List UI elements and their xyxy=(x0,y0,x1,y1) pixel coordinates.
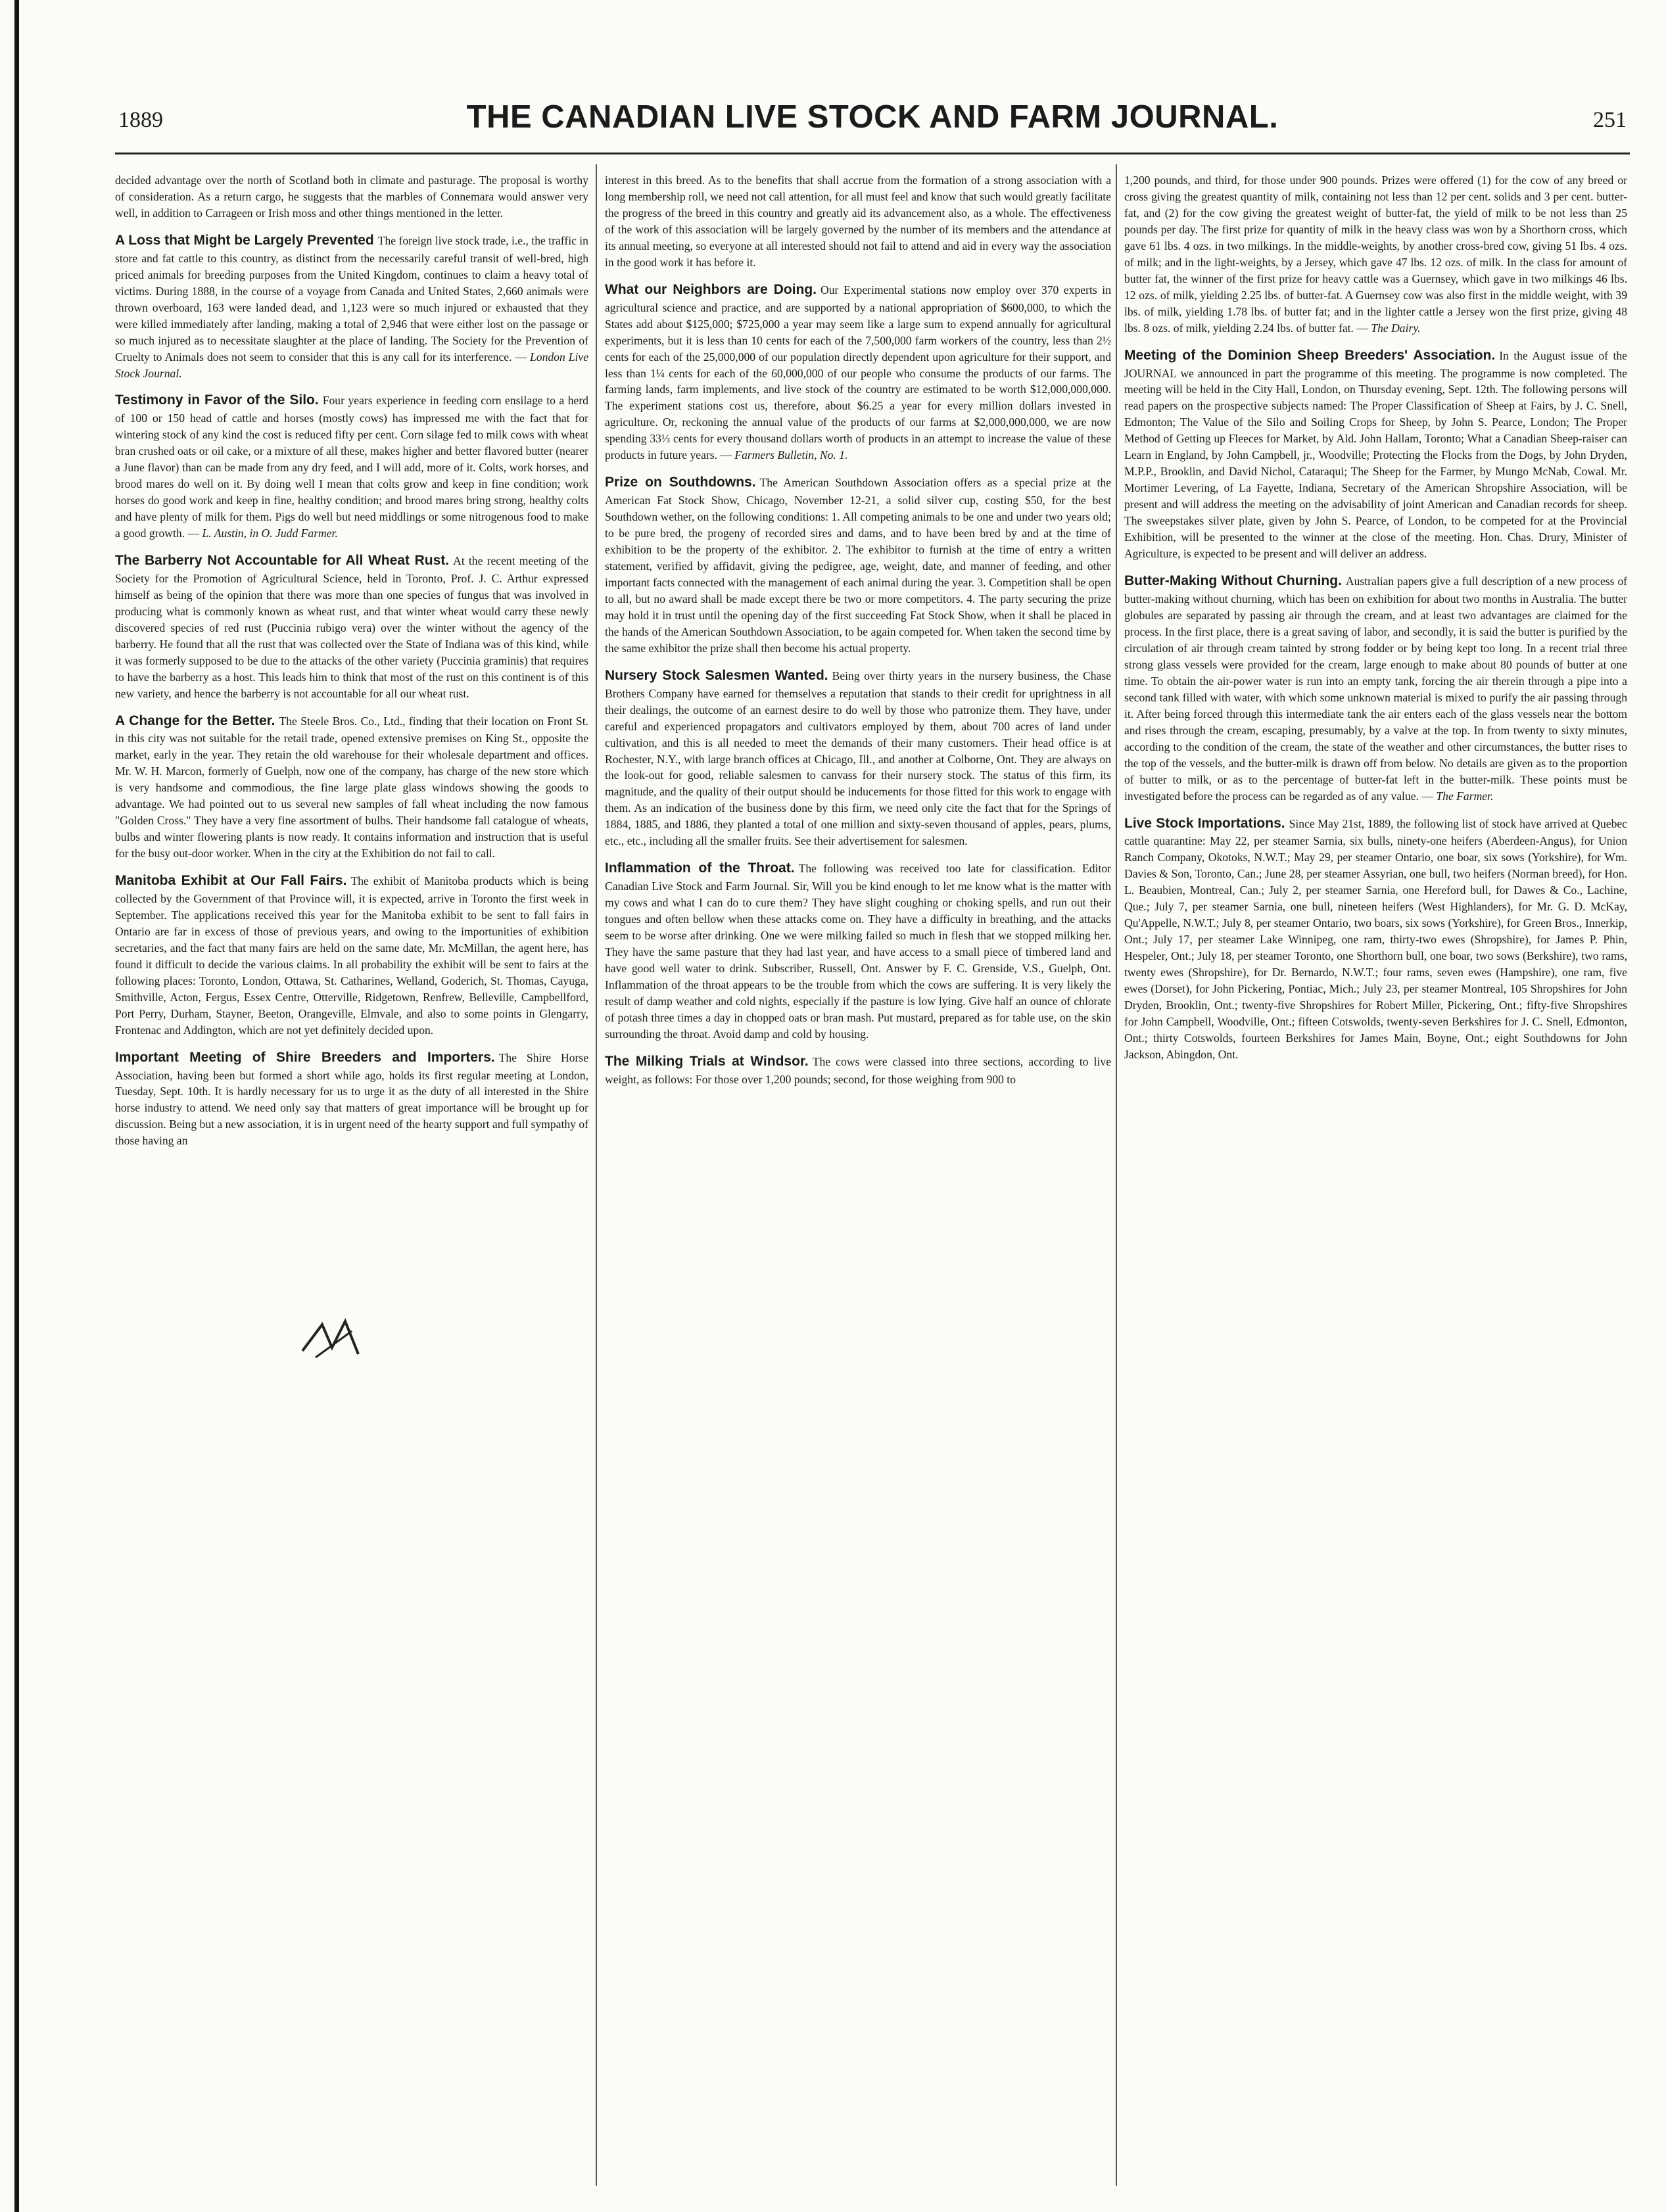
column-1 xyxy=(115,172,588,2186)
article-body: The following was received too late for classification. Editor Canadian Live Stock and Farm Journal. Sir, Will you be kind enough to let me know what is the matter with my cows and what I can do to cure them? They have slight coughing or choking spells, and run out their tongues and often bellow when these attacks come on. They have a difficulty in breathing, and the attacks seem to be worse after drinking. One we were milking failed so much in flesh that we stopped milking her. They have the same pasture that they had last year, and have access to a small piece of timbered land and have good well water to drink. Subscriber, Russell, Ont. Answer by F. C. Grenside, V.S., Guelph, Ont. Inflammation of the throat appears to be the trouble from which the cows are suffering. It is very likely the result of damp weather and cold nights, especially if the pasture is low lying. Give half an ounce of chlorate of potash three times a day in chopped oats or bran mash. Put mustard, prepared as for table use, on the skin surrounding the throat. Avoid damp and cold by housing. xyxy=(605,862,1111,1041)
article xyxy=(115,1048,588,1150)
article-source: The Farmer. xyxy=(1436,789,1494,803)
page-number: 251 xyxy=(1593,108,1627,132)
journal-title: THE CANADIAN LIVE STOCK AND FARM JOURNAL. xyxy=(466,99,1279,135)
article xyxy=(115,871,588,1039)
article xyxy=(115,711,588,862)
article-paragraph xyxy=(605,172,1111,271)
article xyxy=(1124,571,1627,804)
article-body: Since May 21st, 1889, the following list of stock have arrived at Quebec cattle quarantine: May 22, per steamer Sarnia, six bulls, ninety-one heifers (Aberdeen-Angus), for Union Ranch Company, Okotoks, N.W.T.; May 29, per steamer Ontario, one boar, six sows (Yorkshire), for Wm. Davies & Son, Toronto, Can.; June 28, per steamer Assyrian, one bull, two heifers (Norman breed), for Hon. L. Beaubien, Montreal, Can.; July 2, per steamer Sarnia, one Hereford bull, for Dawes & Co., Lachine, Que.; July 7, per steamer Sarnia, one bull, nineteen heifers (West Highlanders), for Mr. G. D. McKay, Qu'Appelle, N.W.T.; July 8, per steamer Ontario, two boars, six sows (Yorkshire), for Green Bros., Innerkip, Ont.; July 17, per steamer Lake Winnipeg, one ram, thirty-two ewes (Shropshire), for James P. Phin, Hespeler, Ont.; July 18, per steamer Toronto, one Shorthorn bull, one boar, two sows (Berkshire), two rams, twenty ewes (Shropshire), for Dr. Bernardo, N.W.T.; four rams, seven ewes (Hampshire), one ram, five ewes (Dorset), for John Pickering, Pontiac, Mich.; July 23, per steamer Montreal, 105 Shropshires for John Dryden, Brooklin, Ont.; twenty-five Shropshires for Robert Miller, Pickering, Ont.; fifty-five Shropshires for John Campbell, Woodville, Ont.; fifteen Cotswolds, twenty-seven Berkshires for J. C. Snell, Edmonton, Ont.; thirty Cotswolds, fourteen Berkshires for James Main, Boyne, Ont.; eight Southdowns for John Jackson, Abingdon, Ont. xyxy=(1124,816,1627,1061)
article-headline: Meeting of the Dominion Sheep Breeders' Association. xyxy=(1124,347,1496,363)
article-paragraph: Butter-Making Without Churning. Australian papers give a full description of a new process of butter-making without churning, which has been on exhibition for about two months in Australia. The butter globules are separated by passing air through the cream, and at least two advantages are claimed for the process. In the first place, there is a great saving of labor, and secondly, it is said the butter is purified by the circulation of air through cream tainted by strong fodder or by being kept too long. In a recent trial three strong glass vessels were provided for the cream, large enough to make about 80 pounds of butter at one time. To obtain the air-power water is run into an empty tank, forcing the air therein through a pipe into a second tank filled with water, with which some unknown material is mixed to purify the air passing through it. After being forced through this intermediate tank the air enters each of the glass vessels near the bottom and rises through the cream, escaping, presumably, by a valve at the top. In from twenty to sixty minutes, according to the condition of the cream, the state of the weather and other circumstances, the butter rises to the top of the vessels, and the butter-milk is drawn off from below. No details are given as to the proportion of butter to milk, or as to the percentage of butter-fat left in the butter-milk. These points must be investigated before the process can be regarded as of any value. — The Farmer. xyxy=(1124,573,1627,803)
article-source: The Dairy. xyxy=(1371,321,1421,335)
article-headline: A Loss that Might be Largely Prevented xyxy=(115,232,374,248)
article-body: Australian papers give a full description of a new process of butter-making without churning, which has been on exhibition for about two months in Australia. The butter globules are separated by passing air through the cream, and at least two advantages are claimed for the process. In the first place, there is a great saving of labor, and secondly, it is said the butter is purified by the circulation of air through cream tainted by strong fodder or by being kept too long. In a recent trial three strong glass vessels were provided for the cream, large enough to make about 80 pounds of butter at one time. To obtain the air-power water is run into an empty tank, forcing the air therein through a pipe into a second tank filled with water, with which some unknown material is mixed to purify the air passing through it. After being forced through this intermediate tank the air enters each of the glass vessels near the bottom and rises through the cream, escaping, presumably, by a valve at the top. In from twenty to sixty minutes, according to the condition of the cream, the state of the weather and other circumstances, the butter rises to the top of the vessels, and the butter-milk is drawn off from below. No details are given as to the proportion of butter to milk, or as to the percentage of butter-fat left in the butter-milk. These points must be investigated before the process can be regarded as of any value. xyxy=(1124,575,1627,803)
article-body: The Shire Horse Association, having been but formed a short while ago, holds its first regular meeting at London, Tuesday, Sept. 10th. It is hardly necessary for us to urge it as the duty of all interested in the Shire horse industry to attend. We need only say that matters of great importance will be brought up for discussion. Being but a new association, it is in urgent need of the hearty support and full sympathy of those having an xyxy=(115,1050,588,1148)
article-body: The American Southdown Association offers as a special prize at the American Fat Stock Show, Chicago, November 12-21, a solid silver cup, costing $50, for the best Southdown wether, on the following conditions: 1. All competing animals to be one and under two years old; to be pure bred, the progeny of recorded sires and dams, and to have been bred by and at the time of exhibition to be the property of the exhibitor. 2. The exhibitor to furnish at the time of entry a written statement, verified by affidavit, giving the pedigree, age, weight, date, and manner of feeding, and other important facts connected with the management of each animal during the year. 3. Competition shall be open to all, but no award shall be made except there be two or more competitors. 4. The party securing the prize may hold it in trust until the opening day of the first succeeding Fat Stock Show, when it shall be placed in the hands of the American Southdown Association, to be again competed for. When taken the second time by the same exhibitor the prize shall then become his actual property. xyxy=(605,476,1111,655)
article xyxy=(115,172,588,222)
article xyxy=(115,231,588,382)
article-body: Being over thirty years in the nursery business, the Chase Brothers Company have earned for themselves a reputation that stands to their credit for uprightness in all their dealings, the outcome of an earnest desire to do well by those who patronize them. They have, under careful and experienced propagators and cultivators employed by them, about 700 acres of land under cultivation, and this is all needed to meet the demands of their many customers. Their head office is at Rochester, N.Y., with large branch offices at Chicago, Ill., and another at Colborne, Ont. They are always on the look-out for good, reliable salesmen to canvass for their nursery stock. The status of this firm, its magnitude, and the quality of their output should be inducements for those fitted for this work to engage with them. As an indication of the business done by this firm, we need only cite the fact that for the Springs of 1884, 1885, and 1886, they planted a total of one million and sixty-seven thousand of apples, pears, plums, etc., etc., including all the smaller fruits. See their advertisement for salesmen. xyxy=(605,669,1111,848)
page-header xyxy=(118,99,1627,151)
article-body: interest in this breed. As to the benefits that shall accrue from the formation of a strong association with a long membership roll, we need not call attention, for all must feel and know that such would greatly facilitate the progress of the breed in this country and greatly aid its advancement also, as a whole. The effectiveness of the work of this association will be largely governed by the number of its members and the attendance at its annual meeting, so everyone at all interested should not fail to attend and aid in every way the association in the good work it has before it. xyxy=(605,174,1111,269)
article-headline: The Barberry Not Accountable for All Wheat Rust. xyxy=(115,553,450,569)
column-3 xyxy=(1124,172,1627,2186)
article-headline: Manitoba Exhibit at Our Fall Fairs. xyxy=(115,873,347,889)
article-body: Four years experience in feeding corn ensilage to a herd of 100 or 150 head of cattle and horses (mostly cows) has impressed me with the fact that for wintering stock of any kind the cost is reduced fifty per cent. Corn silage fed to milk cows with wheat bran crushed oats or oil cake, or a mixture of all these, makes higher and better flavored butter (nearer a June flavor) than can be made from any dry feed, and I will add, more of it. Colts, work horses, and brood mares do well on it. By doing well I mean that colts grow and keep in fine condition; work horses do good work and keep in fine, healthy condition; and brood mares bring strong, healthy colts and have plenty of milk for them. Pigs do well but need middlings or some nitrogenous food to make a good growth. xyxy=(115,394,588,540)
article-headline: The Milking Trials at Windsor. xyxy=(605,1053,809,1069)
page-edge-rule xyxy=(14,0,19,2212)
article-source: Farmers Bulletin, No. 1. xyxy=(734,448,848,462)
article-paragraph xyxy=(115,871,588,1039)
article xyxy=(1124,172,1627,337)
article-paragraph xyxy=(1124,346,1627,562)
article-body: decided advantage over the north of Scotland both in climate and pasturage. The proposal is worthy of consideration. As a return cargo, he suggests that the marbles of Connemara would answer very well, in addition to Carrageen or Irish moss and other things mentioned in the letter. xyxy=(115,174,588,220)
article xyxy=(1124,814,1627,1063)
article-headline: Nursery Stock Salesmen Wanted. xyxy=(605,667,828,683)
article-body: The exhibit of Manitoba products which is being collected by the Government of that Province will, it is expected, arrive in Toronto the first week in September. The applications received this year for the Manitoba exhibit to be sent to fall fairs in Ontario are far in excess of those of previous years, and owing to the importunities of exhibition secretaries, and the fact that many fairs are held on the same date, Mr. McMillan, the agent here, has found it difficult to decide the various claims. In all probability the exhibit will be sent to fairs at the following places: Toronto, London, Ottawa, St. Catharines, Welland, Goderich, St. Thomas, Cayuga, Smithville, Acton, Fergus, Essex Centre, Otterville, Ridgetown, Renfrew, Belleville, Campbellford, Port Perry, Durham, Stayner, Beeton, Orangeville, Elmvale, and also to some points in Glengarry, Frontenac and Addington, which are not yet definitely decided upon. xyxy=(115,874,588,1037)
article-headline: Important Meeting of Shire Breeders and Importers. xyxy=(115,1049,495,1065)
article-paragraph xyxy=(115,711,588,862)
header-rule xyxy=(115,153,1630,154)
article xyxy=(1124,346,1627,562)
article-paragraph xyxy=(1124,814,1627,1063)
article-headline: Butter-Making Without Churning. xyxy=(1124,573,1342,589)
article-paragraph xyxy=(605,473,1111,657)
article-headline: A Change for the Better. xyxy=(115,713,275,728)
article xyxy=(605,280,1111,464)
pen-mark-icon xyxy=(296,1311,368,1364)
article-paragraph xyxy=(605,1052,1111,1088)
article-body: Our Experimental stations now employ over 370 experts in agricultural science and practice, and are supported by a national appropriation of $600,000, to which the States add about $125,000; $725,000 a year may seem like a large sum to expend annually for agricultural experiments, but it is less than 10 cents for each of the 7,500,000 farm workers of the country, less than 2½ cents for each of the 25,000,000 of our population directly dependent upon agriculture for their support, and less than 1¼ cents for each of the 60,000,000 of our people who consume the products of our farms. The farming lands, farm implements, and live stock of the country are estimated to be worth $12,000,000,000. The experiment stations cost us, therefore, about $6.25 a year for every million dollars invested in agriculture. Or, reckoning the annual value of the products of our farms at $2,000,000,000, we are now spending 33⅓ cents for every thousand dollars worth of products in an attempt to increase the value of these products in future years. xyxy=(605,283,1111,462)
article-paragraph xyxy=(115,172,588,222)
article-headline: Live Stock Importations. xyxy=(1124,815,1285,831)
page-year: 1889 xyxy=(118,108,163,132)
article-body: The Steele Bros. Co., Ltd., finding that their location on Front St. in this city was not suitable for the retail trade, opened extensive premises on King St., opposite the market, early in the year. They retain the old warehouse for their wholesale department and offices. Mr. W. H. Marcon, formerly of Guelph, now one of the company, has charge of the new store which is very handsome and commodious, the fine large plate glass windows showing the goods to advantage. We had pointed out to us several new samples of fall wheat including the now famous "Golden Cross." They have a very fine assortment of bulbs. Their handsome fall catalogue of wheats, bulbs and winter flowering plants is now ready. It contains information and instruction that is useful for the busy out-door worker. When in the city at the Exhibition do not fail to call. xyxy=(115,714,588,860)
article-source: L. Austin, in O. Judd Farmer. xyxy=(202,527,338,540)
article-paragraph xyxy=(115,551,588,702)
article-body: The foreign live stock trade, i.e., the traffic in store and fat cattle to this country, as distinct from the necessarily careful transit of well-bred, high priced animals for breeding purposes from the United Kingdom, continues to claim a heavy total of victims. During 1888, in the course of a voyage from Canada and United States, 2,660 animals were thrown overboard, 163 were landed dead, and 1,123 were so much injured or exhausted that they were killed immediately after landing, making a total of 2,946 that were either lost on the passage or so much injured as to necessitate slaughter at the place of landing. The Society for the Prevention of Cruelty to Animals does not seem to consider that this is any call for its interference. xyxy=(115,233,588,364)
article-paragraph: What our Neighbors are Doing. Our Experimental stations now employ over 370 experts in agricultural science and practice, and are supported by a national appropriation of $600,000, to which the States add about $125,000; $725,000 a year may seem like a large sum to expend annually for agricultural experiments, but it is less than 10 cents for each of the 7,500,000 farm workers of the country, less than 2½ cents for each of the 25,000,000 of our population directly dependent upon agriculture for their support, and less than 1¼ cents for each of the 60,000,000 of our people who consume the products of our farms. The farming lands, farm implements, and live stock of the country are estimated to be worth $12,000,000,000. The experiment stations cost us, therefore, about $6.25 a year for every million dollars invested in agriculture. Or, reckoning the annual value of the products of our farms at $2,000,000,000, we are now spending 33⅓ cents for every thousand dollars worth of products in an attempt to increase the value of these products in future years. — Farmers Bulletin, No. 1. xyxy=(605,281,1111,462)
article xyxy=(605,666,1111,850)
article-paragraph: 1,200 pounds, and third, for those under 900 pounds. Prizes were offered (1) for the cow of any breed or cross giving the greatest quantity of milk, containing not less than 12 per cent. solids and 3 per cent. butter-fat, and (2) for the cow giving the greatest weight of butter-fat, the yield of milk to be not less than 25 pounds per day. The first prize for quantity of milk in the heavy class was won by a Shorthorn cross, which gave 61 lbs. 4 ozs. in two milkings. In the middle-weights, by another cross-bred cow, giving 51 lbs. 4 ozs. of milk; and in the light-weights, by a Jersey, which gave 47 lbs. 12 ozs. of milk. In the class for amount of butter fat, the winner of the first prize for heavy cattle was a Guernsey, which gave in two milkings 46 lbs. 12 ozs. of milk, yielding 2.25 lbs. of butter-fat. A Guernsey cow was also first in the middle weight, with 39 lbs. of milk, yielding 1.78 lbs. of butter fat; and in the lighter cattle a Jersey won the first prize, giving 48 lbs. 8 ozs. of milk, yielding 2.24 lbs. of butter fat. — The Dairy. xyxy=(1124,174,1627,335)
article xyxy=(605,1052,1111,1088)
article-paragraph: Testimony in Favor of the Silo. Four years experience in feeding corn ensilage to a herd of 100 or 150 head of cattle and horses (mostly cows) has impressed me with the fact that for wintering stock of any kind the cost is reduced fifty per cent. Corn silage fed to milk cows with wheat bran crushed oats or oil cake, or a mixture of all these, makes higher and better flavored butter (nearer a June flavor) than can be made from any dry feed, and I will add, more of it. Colts, work horses, and brood mares do well on it. By doing well I mean that colts grow and keep in fine condition; work horses do good work and keep in fine, healthy condition; and brood mares bring strong, healthy colts and have plenty of milk for them. Pigs do well but need middlings or some nitrogenous food to make a good growth. — L. Austin, in O. Judd Farmer. xyxy=(115,392,588,540)
article-body: 1,200 pounds, and third, for those under 900 pounds. Prizes were offered (1) for the cow of any breed or cross giving the greatest quantity of milk, containing not less than 12 per cent. solids and 3 per cent. butter-fat, and (2) for the cow giving the greatest weight of butter-fat, the yield of milk to be not less than 25 pounds per day. The first prize for quantity of milk in the heavy class was won by a Shorthorn cross, which gave 61 lbs. 4 ozs. in two milkings. In the middle-weights, by another cross-bred cow, giving 51 lbs. 4 ozs. of milk; and in the light-weights, by a Jersey, which gave 47 lbs. 12 ozs. of milk. In the class for amount of butter fat, the winner of the first prize for heavy cattle was a Guernsey, which gave in two milkings 46 lbs. 12 ozs. of milk, yielding 2.25 lbs. of butter-fat. A Guernsey cow was also first in the middle weight, with 39 lbs. of milk, yielding 1.78 lbs. of butter fat; and in the lighter cattle a Jersey won the first prize, giving 48 lbs. 8 ozs. of milk, yielding 2.24 lbs. of butter fat. xyxy=(1124,174,1627,335)
article-headline: Prize on Southdowns. xyxy=(605,475,756,490)
article-paragraph xyxy=(115,1048,588,1150)
article xyxy=(115,551,588,702)
column-2 xyxy=(605,172,1111,2186)
column-divider xyxy=(1116,164,1117,2186)
article-paragraph xyxy=(605,666,1111,850)
article-paragraph: A Loss that Might be Largely Prevented The foreign live stock trade, i.e., the traffic in store and fat cattle to this country, as distinct from the necessarily careful transit of well-bred, high priced animals for breeding purposes from the United Kingdom, continues to claim a heavy total of victims. During 1888, in the course of a voyage from Canada and United States, 2,660 animals were thrown overboard, 163 were landed dead, and 1,123 were so much injured or exhausted that they were killed immediately after landing, making a total of 2,946 that were either lost on the passage or so much injured as to necessitate slaughter at the place of landing. The Society for the Prevention of Cruelty to Animals does not seem to consider that this is any call for its interference. — London Live Stock Journal. xyxy=(115,232,588,380)
article-headline: Inflammation of the Throat. xyxy=(605,860,795,876)
article-body: At the recent meeting of the Society for the Promotion of Agricultural Science, held in Toronto, Prof. J. C. Arthur expressed himself as being of the opinion that there was more than one species of fungus that was involved in producing what is commonly known as wheat rust, and that winter wheat would carry these newly discovered species of red rust (Puccinia rubigo vera) over the winter without the agency of the barberry. He found that all the rust that was collected over the State of Indiana was of this kind, while it was formerly supposed to be due to the attacks of the other variety (Puccinia graminis) that requires to have the barberry as a host. This leads him to think that most of the rust on this continent is of this new variety, and hence the barberry is not accountable for all our wheat rust. xyxy=(115,554,588,700)
article xyxy=(605,473,1111,657)
article xyxy=(115,390,588,542)
column-divider xyxy=(596,164,597,2186)
article xyxy=(605,172,1111,271)
article-headline: Testimony in Favor of the Silo. xyxy=(115,392,319,408)
article-body: In the August issue of the JOURNAL we announced in part the programme of this meeting. The programme is now completed. The meeting will be held in the City Hall, London, on Thursday evening, Sept. 12th. The following persons will read papers on the prospective subjects named: The Proper Classification of Sheep at Fairs, by J. C. Snell, Edmonton; The Value of the Silo and Soiling Crops for Sheep, by John S. Pearce, London; The Proper Method of Getting up Fleeces for Market, by Ald. John Hallam, Toronto; What a Canadian Sheep-raiser can Learn in England, by John Campbell, jr., Woodville; Protecting the Flocks from the Dogs, by John Dryden, M.P.P., Brooklin, and David Nichol, Cataraqui; The Sheep for the Farmer, by Mungo McNab, Cowal. Mr. Mortimer Levering, of La Fayette, Indiana, Secretary of the American Shropshire Association, will be present and will address the meeting on the advisability of joint American and Canadian records for sheep. The sweepstakes silver plate, given by John S. Pearce, of London, to be competed for at the Provincial Exhibition, will be presented to the winner at the close of the meeting. Hon. Chas. Drury, Minister of Agriculture, is expected to be present and will deliver an address. xyxy=(1124,348,1627,561)
article-body: The cows were classed into three sections, according to live weight, as follows: For those over 1,200 pounds; second, for those weighing from 900 to xyxy=(605,1054,1111,1086)
article-headline: What our Neighbors are Doing. xyxy=(605,281,817,297)
article-paragraph xyxy=(605,859,1111,1043)
article-source: London Live Stock Journal. xyxy=(115,350,588,380)
article xyxy=(605,859,1111,1043)
